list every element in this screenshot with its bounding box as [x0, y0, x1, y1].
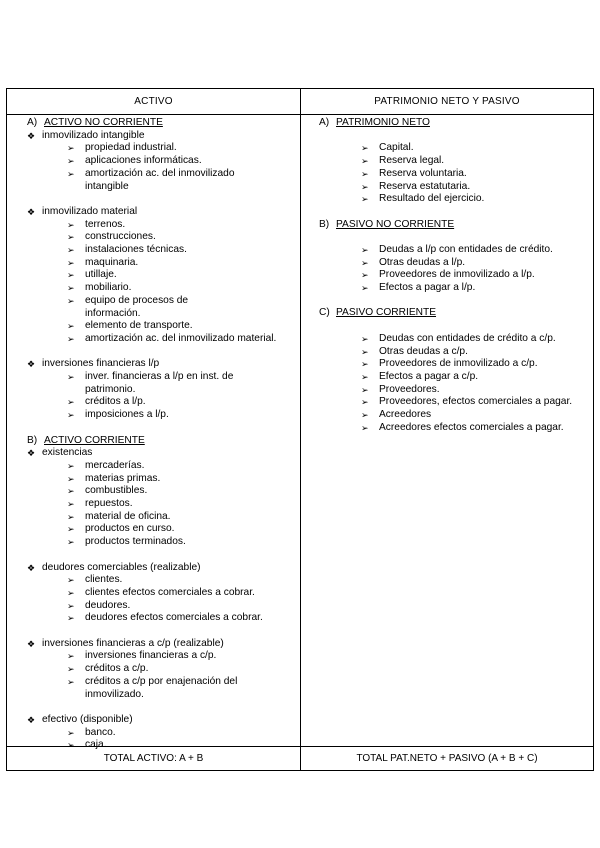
list-item: [27, 295, 245, 320]
section-header: [319, 117, 591, 130]
list-item: [27, 231, 245, 244]
list-item: [27, 168, 245, 193]
item-text: mercaderías.: [85, 459, 145, 471]
group-name: existencias: [42, 447, 93, 459]
list-item: [319, 282, 591, 295]
list-item: [27, 536, 245, 549]
list-item: [319, 155, 591, 168]
item-text: Proveedores, efectos comerciales a pagar.: [379, 396, 573, 408]
section-letter: A): [319, 117, 330, 128]
item-text: Otras deudas a l/p.: [379, 256, 466, 268]
arrow-bullet-icon: ➢: [67, 372, 75, 383]
list-item: [27, 320, 245, 333]
group-name: inmovilizado material: [42, 205, 138, 217]
arrow-bullet-icon: ➢: [67, 613, 75, 624]
list-item: [27, 485, 245, 498]
item-list: [27, 142, 297, 193]
footer-total-pasivo: TOTAL PAT.NETO + PASIVO (A + B + C): [356, 753, 538, 764]
arrow-bullet-icon: ➢: [67, 676, 75, 687]
arrow-bullet-icon: ➢: [67, 600, 75, 611]
list-item: [27, 498, 245, 511]
list-item: [27, 219, 245, 232]
arrow-bullet-icon: ➢: [67, 245, 75, 256]
arrow-bullet-icon: ➢: [361, 257, 369, 268]
section-header: [319, 219, 591, 232]
item-text: productos terminados.: [85, 536, 186, 548]
footer-total-activo: TOTAL ACTIVO: A + B: [103, 753, 204, 764]
arrow-bullet-icon: ➢: [361, 397, 369, 408]
list-item: [27, 473, 245, 486]
arrow-bullet-icon: ➢: [361, 283, 369, 294]
arrow-bullet-icon: ➢: [67, 333, 75, 344]
group-header: [27, 714, 297, 727]
arrow-bullet-icon: ➢: [67, 524, 75, 535]
item-list: [27, 650, 297, 701]
arrow-bullet-icon: ➢: [67, 460, 75, 471]
arrow-bullet-icon: ➢: [67, 651, 75, 662]
arrow-bullet-icon: ➢: [67, 410, 75, 421]
arrow-bullet-icon: ➢: [67, 587, 75, 598]
group-name: deudores comerciables (realizable): [42, 561, 201, 573]
list-item: [27, 523, 245, 536]
item-text: clientes.: [85, 574, 123, 586]
section-title: PASIVO NO CORRIENTE: [336, 218, 455, 230]
list-item: [27, 269, 245, 282]
list-item: [27, 460, 245, 473]
item-text: instalaciones técnicas.: [85, 244, 187, 256]
item-text: propiedad industrial.: [85, 142, 177, 154]
arrow-bullet-icon: ➢: [67, 575, 75, 586]
list-item: [27, 587, 315, 600]
diamond-bullet-icon: ❖: [27, 206, 36, 217]
item-text: Proveedores.: [379, 383, 440, 395]
arrow-bullet-icon: ➢: [67, 664, 75, 675]
group-header: [27, 638, 297, 651]
column-divider: [300, 89, 301, 770]
item-text: Acreedores efectos comerciales a pagar.: [379, 421, 564, 433]
header-patrimonio-pasivo: PATRIMONIO NETO Y PASIVO: [374, 96, 520, 107]
diamond-bullet-icon: ❖: [27, 714, 36, 725]
item-text: Proveedores de inmovilizado a c/p.: [379, 358, 538, 370]
balance-sheet-table: [6, 88, 594, 771]
list-item: [319, 346, 591, 359]
arrow-bullet-icon: ➢: [67, 168, 75, 179]
item-text: Reserva estatutaria.: [379, 180, 471, 192]
section-header: [319, 307, 591, 320]
arrow-bullet-icon: ➢: [67, 511, 75, 522]
section-letter: A): [27, 117, 38, 128]
item-text: aplicaciones informáticas.: [85, 155, 202, 167]
arrow-bullet-icon: ➢: [361, 156, 369, 167]
arrow-bullet-icon: ➢: [67, 219, 75, 230]
item-text: clientes efectos comerciales a cobrar.: [85, 586, 255, 598]
arrow-bullet-icon: ➢: [67, 295, 75, 306]
arrow-bullet-icon: ➢: [361, 371, 369, 382]
diamond-bullet-icon: ❖: [27, 130, 36, 141]
arrow-bullet-icon: ➢: [67, 397, 75, 408]
list-item: [27, 244, 245, 257]
arrow-bullet-icon: ➢: [361, 333, 369, 344]
list-item: [27, 663, 245, 676]
item-text: caja.: [85, 739, 107, 751]
item-list: [27, 371, 297, 422]
item-text: amortización ac. del inmovilizado material.: [85, 332, 277, 344]
item-list: [27, 219, 297, 346]
arrow-bullet-icon: ➢: [67, 232, 75, 243]
item-text: deudores.: [85, 599, 131, 611]
activo-column: [27, 117, 297, 752]
list-item: [319, 358, 591, 371]
list-item: [27, 600, 245, 613]
arrow-bullet-icon: ➢: [67, 727, 75, 738]
list-item: [27, 371, 245, 396]
list-item: [27, 727, 245, 740]
item-text: Acreedores: [379, 409, 432, 421]
list-item: [319, 269, 591, 282]
list-item: [27, 142, 245, 155]
item-text: amortización ac. del inmovilizado intangible: [85, 167, 235, 192]
list-item: [27, 612, 315, 625]
item-text: inversiones financieras a c/p.: [85, 650, 217, 662]
arrow-bullet-icon: ➢: [67, 270, 75, 281]
arrow-bullet-icon: ➢: [67, 257, 75, 268]
list-item: [319, 409, 591, 422]
arrow-bullet-icon: ➢: [361, 270, 369, 281]
item-list: [319, 142, 591, 206]
group-header: [27, 447, 297, 460]
section-title: ACTIVO CORRIENTE: [44, 434, 145, 446]
item-text: banco.: [85, 726, 116, 738]
arrow-bullet-icon: ➢: [361, 168, 369, 179]
list-item: [27, 333, 315, 346]
item-text: utillaje.: [85, 269, 117, 281]
group-name: inmovilizado intangible: [42, 129, 145, 141]
arrow-bullet-icon: ➢: [361, 359, 369, 370]
item-text: Efectos a pagar a c/p.: [379, 370, 479, 382]
arrow-bullet-icon: ➢: [361, 346, 369, 357]
section-letter: B): [319, 218, 330, 230]
item-text: Efectos a pagar a l/p.: [379, 282, 476, 294]
arrow-bullet-icon: ➢: [361, 384, 369, 395]
arrow-bullet-icon: ➢: [67, 473, 75, 484]
item-text: Deudas con entidades de crédito a c/p.: [379, 332, 556, 344]
group-header: [27, 562, 297, 575]
section-title: PATRIMONIO NETO: [336, 117, 430, 128]
item-text: Resultado del ejercicio.: [379, 193, 485, 205]
pasivo-column: [319, 117, 591, 435]
item-text: material de oficina.: [85, 510, 171, 522]
arrow-bullet-icon: ➢: [67, 321, 75, 332]
group-header: [27, 130, 297, 143]
item-text: Proveedores de inmovilizado a l/p.: [379, 269, 535, 281]
item-text: Reserva voluntaria.: [379, 167, 467, 179]
list-item: [27, 574, 245, 587]
arrow-bullet-icon: ➢: [361, 410, 369, 421]
item-text: construcciones.: [85, 231, 156, 243]
arrow-bullet-icon: ➢: [67, 740, 75, 751]
arrow-bullet-icon: ➢: [361, 422, 369, 433]
list-item: [319, 257, 591, 270]
header-activo: ACTIVO: [134, 96, 173, 107]
section-title: ACTIVO NO CORRIENTE: [44, 117, 163, 128]
arrow-bullet-icon: ➢: [67, 499, 75, 510]
diamond-bullet-icon: ❖: [27, 359, 36, 370]
list-item: [319, 384, 591, 397]
list-item: [27, 409, 245, 422]
list-item: [27, 257, 245, 270]
arrow-bullet-icon: ➢: [67, 537, 75, 548]
item-text: Reserva legal.: [379, 155, 445, 167]
list-item: [27, 650, 245, 663]
diamond-bullet-icon: ❖: [27, 448, 36, 459]
group-header: [27, 206, 297, 219]
list-item: [27, 511, 245, 524]
item-text: materias primas.: [85, 472, 161, 484]
group-name: efectivo (disponible): [42, 713, 133, 725]
list-item: [319, 422, 591, 435]
diamond-bullet-icon: ❖: [27, 562, 36, 573]
list-item: [319, 193, 591, 206]
arrow-bullet-icon: ➢: [67, 156, 75, 167]
list-item: [319, 396, 591, 409]
list-item: [319, 142, 591, 155]
section-header: [27, 117, 297, 130]
item-text: equipo de procesos de información.: [85, 294, 189, 319]
list-item: [27, 396, 245, 409]
group-name: inversiones financieras a c/p (realizable): [42, 637, 224, 649]
item-text: créditos a l/p.: [85, 396, 146, 408]
item-text: imposiciones a l/p.: [85, 409, 169, 421]
list-item: [319, 168, 591, 181]
section-header: [27, 435, 297, 448]
item-text: terrenos.: [85, 218, 126, 230]
item-text: mobiliario.: [85, 282, 132, 294]
group-header: [27, 358, 297, 371]
item-text: créditos a c/p.: [85, 663, 149, 675]
list-item: [27, 155, 245, 168]
item-text: maquinaria.: [85, 256, 139, 268]
item-list: [27, 460, 297, 549]
arrow-bullet-icon: ➢: [361, 194, 369, 205]
item-text: Otras deudas a c/p.: [379, 345, 468, 357]
item-text: productos en curso.: [85, 523, 175, 535]
section-letter: B): [27, 434, 38, 446]
arrow-bullet-icon: ➢: [67, 486, 75, 497]
item-text: inver. financieras a l/p en inst. de patrimonio.: [85, 371, 234, 395]
item-text: deudores efectos comerciales a cobrar.: [85, 612, 263, 624]
list-item: [27, 676, 245, 701]
section-letter: C): [319, 307, 330, 319]
item-text: elemento de transporte.: [85, 320, 193, 332]
item-text: créditos a c/p por enajenación del inmovilizado.: [85, 675, 238, 700]
header-divider: [7, 114, 593, 115]
item-text: combustibles.: [85, 485, 148, 497]
item-text: Deudas a l/p con entidades de crédito.: [379, 243, 553, 255]
diamond-bullet-icon: ❖: [27, 638, 36, 649]
list-item: [27, 282, 245, 295]
arrow-bullet-icon: ➢: [361, 143, 369, 154]
arrow-bullet-icon: ➢: [361, 181, 369, 192]
item-text: Capital.: [379, 142, 414, 154]
arrow-bullet-icon: ➢: [67, 283, 75, 294]
list-item: [319, 371, 591, 384]
item-list: [319, 333, 591, 435]
section-title: PASIVO CORRIENTE: [336, 307, 437, 319]
list-item: [319, 244, 591, 257]
list-item: [319, 181, 591, 194]
item-list: [27, 574, 297, 625]
item-text: repuestos.: [85, 498, 133, 510]
list-item: [319, 333, 591, 346]
arrow-bullet-icon: ➢: [361, 244, 369, 255]
arrow-bullet-icon: ➢: [67, 143, 75, 154]
item-list: [319, 244, 591, 295]
group-name: inversiones financieras l/p: [42, 358, 160, 370]
